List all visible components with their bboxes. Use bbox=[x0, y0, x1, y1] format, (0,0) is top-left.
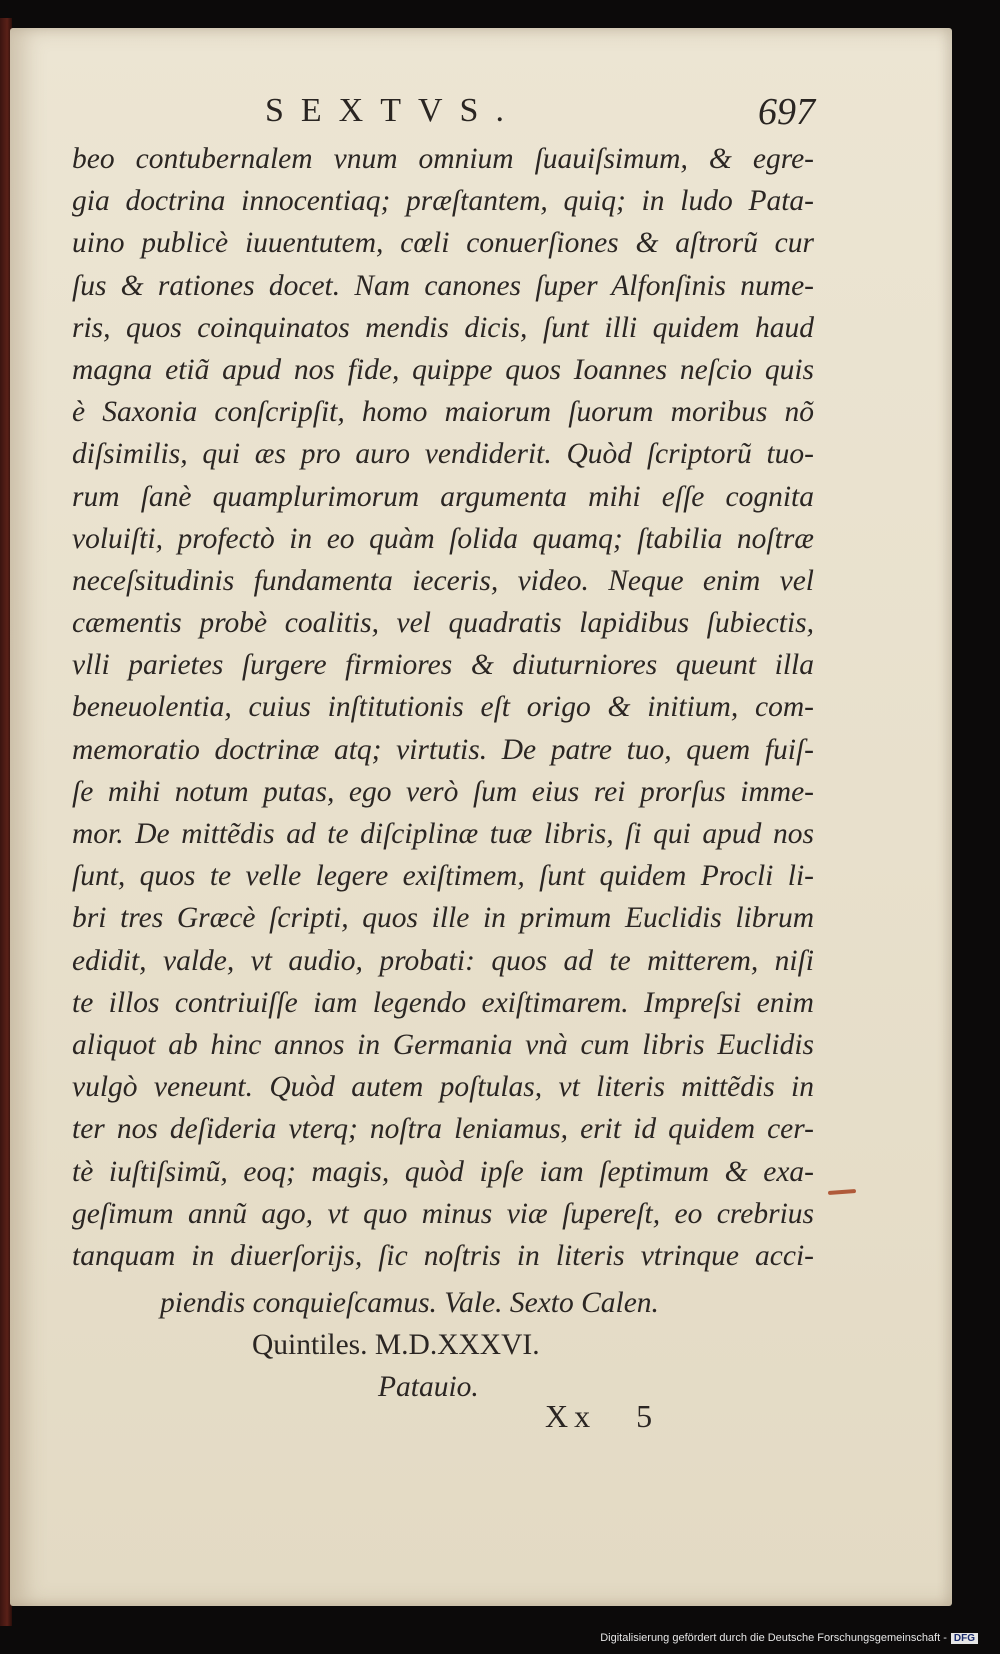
letter-closing bbox=[72, 1282, 814, 1409]
text-line: edidit, valde, vt audio, probati: quos ad te mitterem, niſi bbox=[72, 944, 814, 977]
text-line: cæmentis probè coalitis, vel quadratis lapidibus ſubiectis, bbox=[72, 607, 814, 640]
text-line: te illos contriuiſſe iam legendo exiſtimarem. Impreſsi enim bbox=[72, 986, 814, 1019]
signature-number: 5 bbox=[636, 1398, 659, 1434]
text-line: mor. De mittẽdis ad te diſciplinæ tuæ libris, ſi qui apud nos bbox=[72, 818, 814, 850]
text-line: voluiſti, profectò in eo quàm ſolida quamq; ſtabilia noſtræ bbox=[72, 522, 814, 555]
text-line: ſe mihi notum putas, ego verò ſum eius rei prorſus imme- bbox=[72, 775, 814, 808]
text-line: rum ſanè quamplurimorum argumenta mihi eſſe cognita bbox=[72, 480, 814, 513]
text-line: tanquam in diuerſorijs, ſic noſtris in literis vtrinque acci- bbox=[72, 1239, 814, 1272]
running-head: SEXTVS. bbox=[265, 92, 521, 129]
text-line: aliquot ab hinc annos in Germania vnà cum libris Euclidis bbox=[72, 1028, 814, 1061]
text-line: bri tres Græcè ſcripti, quos ille in primum Euclidis librum bbox=[72, 902, 814, 935]
text-line: ter nos deſideria vterq; noſtra leniamus, erit id quidem cer- bbox=[72, 1113, 814, 1146]
text-line: diſsimilis, qui æs pro auro vendiderit. Quòd ſcriptorũ tuo- bbox=[72, 438, 814, 471]
text-line: geſimum annũ ago, vt quo minus viæ ſupereſt, eo crebrius bbox=[72, 1197, 814, 1230]
text-line: vlli parietes ſurgere firmiores & diuturniores queunt illa bbox=[72, 649, 814, 682]
letter-body bbox=[72, 138, 814, 1277]
text-line: vulgò veneunt. Quòd autem poſtulas, vt literis mittẽdis in bbox=[72, 1071, 814, 1104]
text-line: neceſsitudinis fundamenta ieceris, video. Neque enim vel bbox=[72, 564, 814, 597]
dfg-logo: DFG bbox=[951, 1633, 978, 1644]
text-line: ſus & rationes docet. Nam canones ſuper Alfonſinis nume- bbox=[72, 269, 814, 302]
text-line: ſunt, quos te velle legere exiſtimem, ſunt quidem Procli li- bbox=[72, 860, 814, 893]
credit-text: Digitalisierung gefördert durch die Deutsche Forschungsgemeinschaft - bbox=[600, 1632, 947, 1644]
text-line: gia doctrina innocentiaq; præſtantem, quiq; in ludo Pata- bbox=[72, 185, 814, 218]
text-line: è Saxonia conſcripſit, homo maiorum ſuorum moribus nõ bbox=[72, 396, 814, 429]
page-header bbox=[255, 92, 815, 142]
text-line: ris, quos coinquinatos mendis dicis, ſunt illi quidem haud bbox=[72, 311, 814, 344]
closing-date-line: Quintiles. M.D.XXXVI. bbox=[252, 1329, 540, 1362]
closing-line: piendis conquieſcamus. Vale. Sexto Calen. bbox=[160, 1287, 659, 1319]
text-line: tè iuſtiſsimũ, eoq; magis, quòd ipſe iam ſeptimum & exa- bbox=[72, 1155, 814, 1188]
signature-letters: Xx bbox=[545, 1398, 597, 1434]
text-line: uino publicè iuuentutem, cœli conuerſiones & aſtrorũ cur bbox=[72, 227, 814, 260]
text-line: beneuolentia, cuius inſtitutionis eſt origo & initium, com- bbox=[72, 691, 814, 724]
text-line: beo contubernalem vnum omnium ſuauiſsimum, & egre- bbox=[72, 143, 814, 175]
text-line: magna etiã apud nos fide, quippe quos Ioannes neſcio quis bbox=[72, 353, 814, 386]
page-number: 697 bbox=[758, 91, 815, 133]
text-line: memoratio doctrinæ atq; virtutis. De patre tuo, quem fuiſ- bbox=[72, 733, 814, 766]
closing-place-line: Patauio. bbox=[378, 1371, 479, 1404]
digitization-credit bbox=[600, 1632, 978, 1644]
signature-mark bbox=[545, 1398, 658, 1435]
